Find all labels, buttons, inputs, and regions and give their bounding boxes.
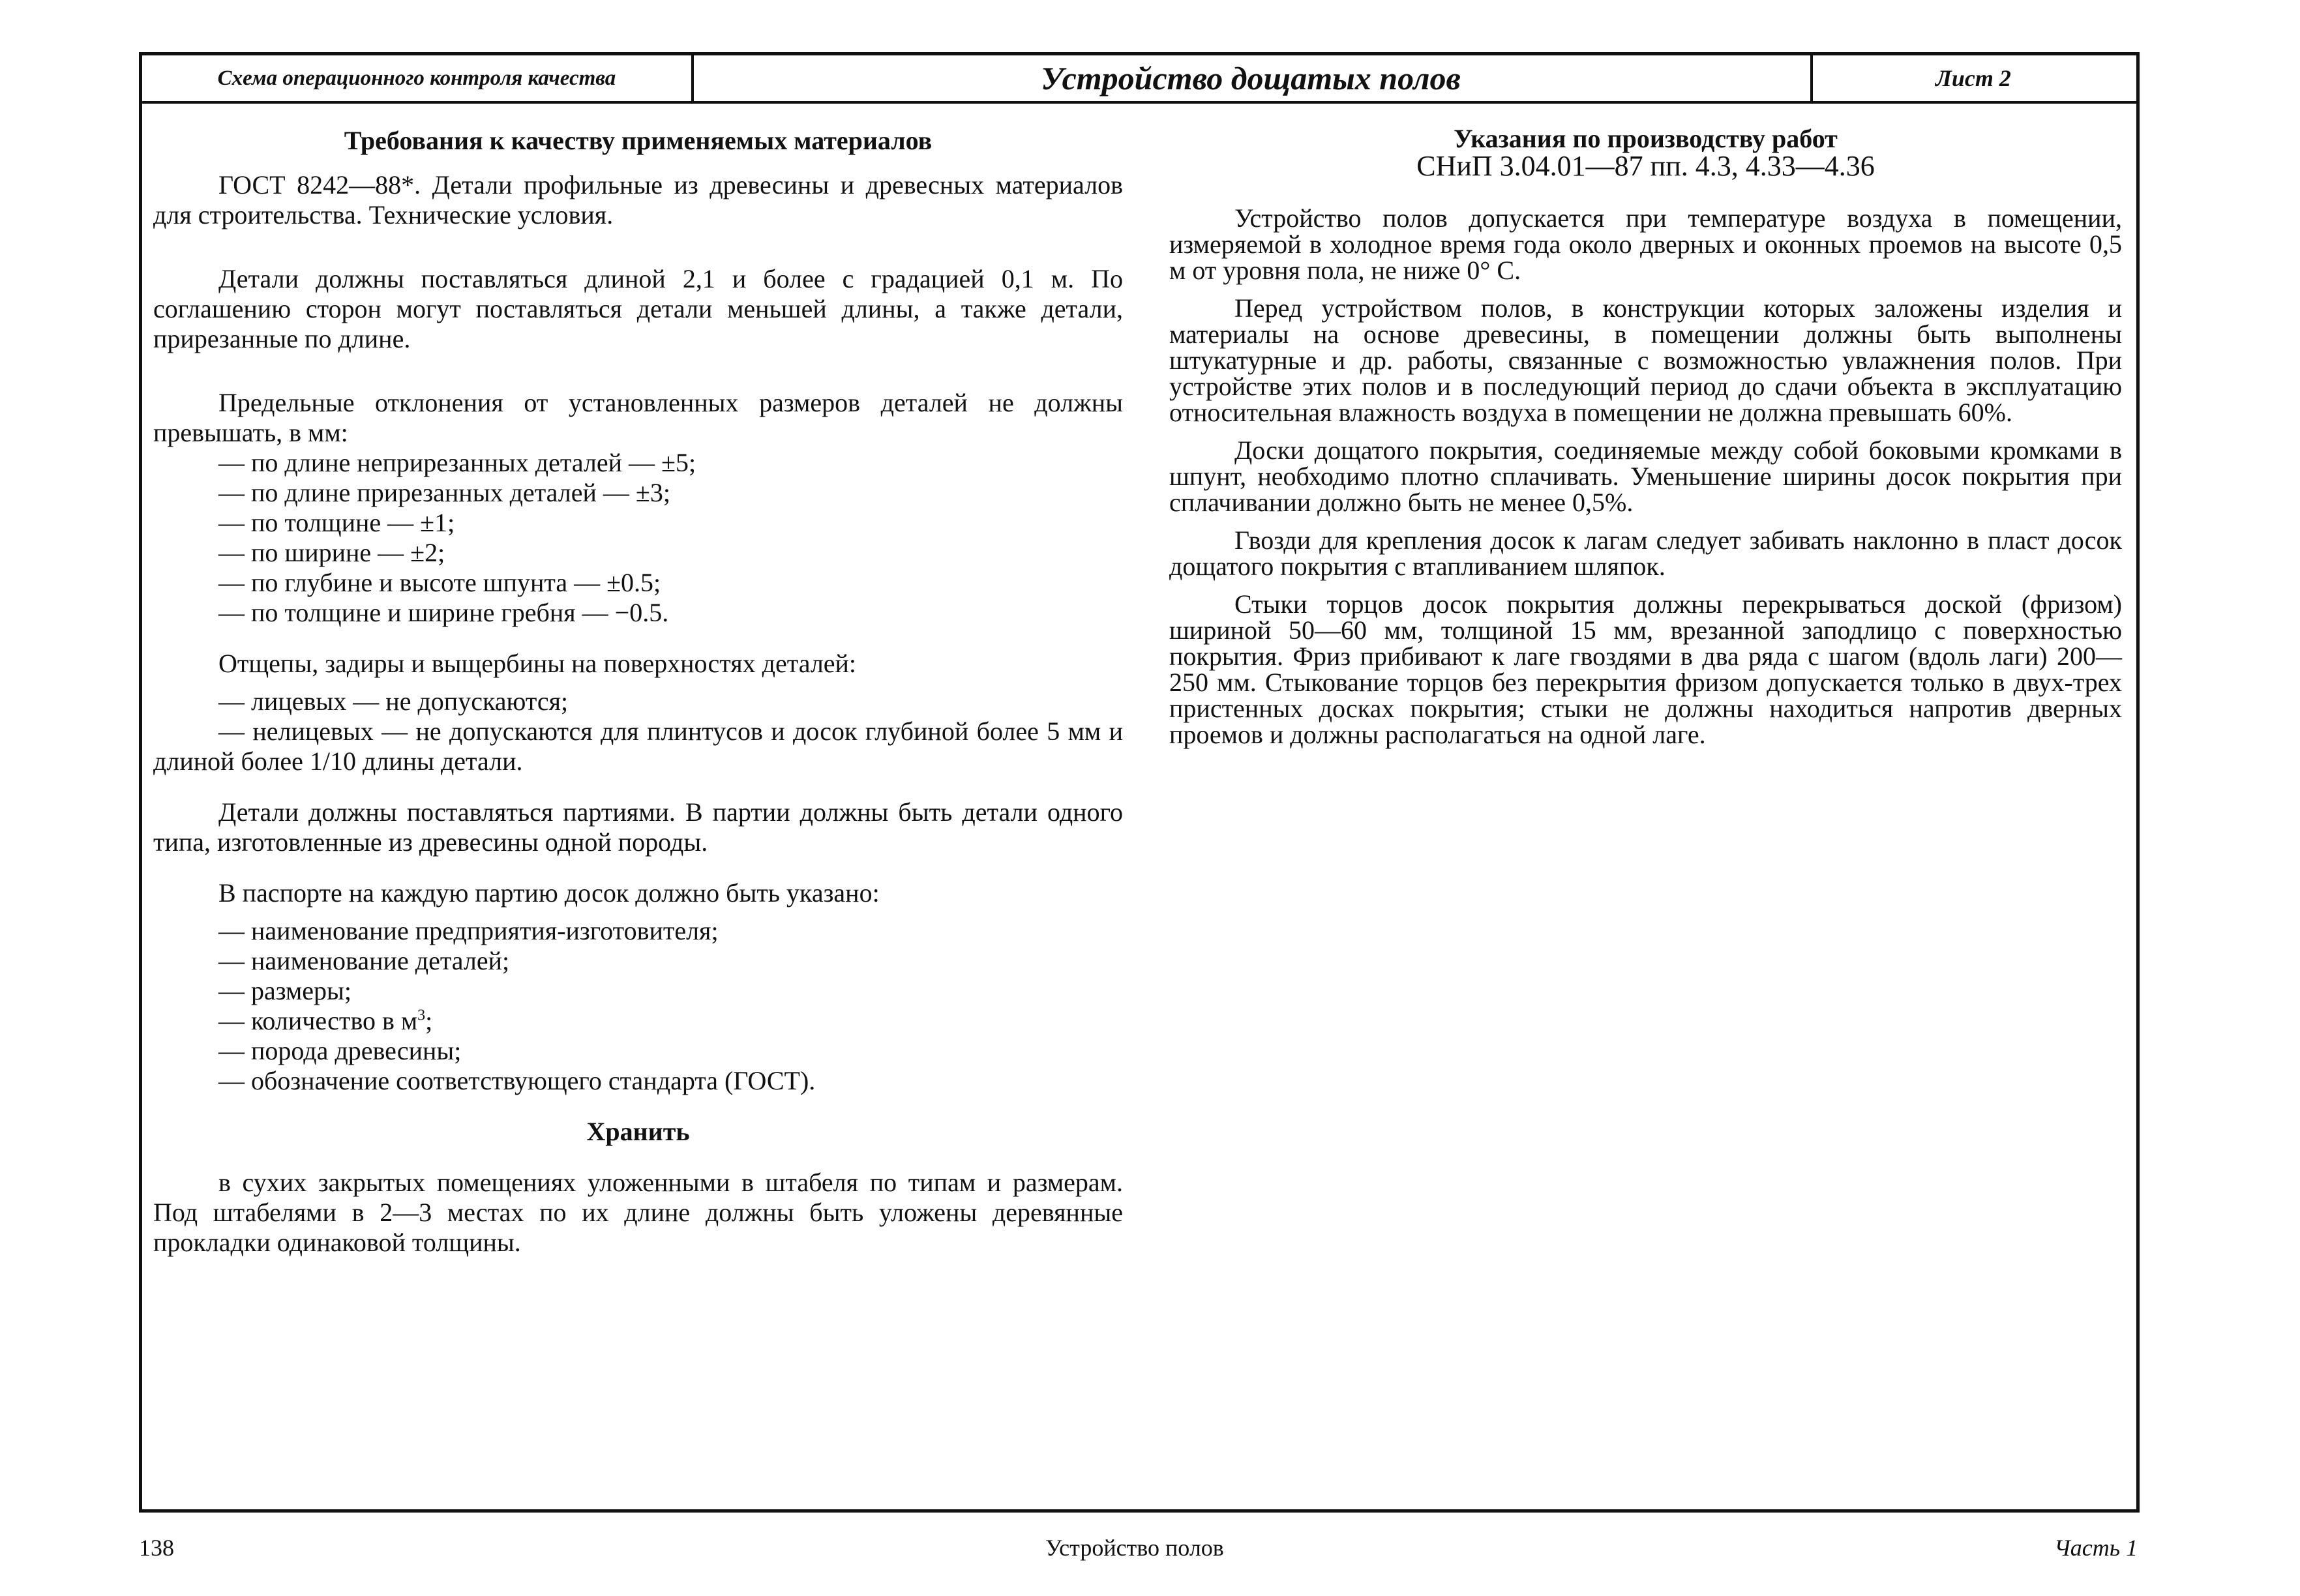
list-item: — по длине неприрезанных деталей — ±5; (218, 448, 696, 477)
list-item: — нелицевых — не допускаются для плинтусов и досок глубиной более 5 мм и длиной более 1/10 длины детали. (153, 717, 1123, 776)
gost-paragraph: ГОСТ 8242—88*. Детали профильные из древесины и древесных материалов для строительства. Технические условия. (153, 170, 1123, 229)
works-heading: Указания по производству работ (1454, 124, 1838, 153)
deviations-intro: Предельные отклонения от установленных размеров деталей не должны превышать, в мм: (153, 388, 1123, 447)
storage-paragraph: в сухих закрытых помещениях уложенными в штабеля по типам и размерам. Под штабелями в 2—3 местах по их длине должны быть уложены деревянные прокладки одинаковой толщины. (153, 1168, 1123, 1257)
snip-reference: СНиП 3.04.01—87 пп. 4.3, 4.33—4.36 (1416, 150, 1875, 182)
batches-paragraph: Детали должны поставляться партиями. В партии должны быть детали одного типа, изготовленные из древесины одной породы. (153, 797, 1123, 857)
storage-heading: Хранить (586, 1117, 690, 1146)
footer-part: Часть 1 (2054, 1535, 2138, 1561)
list-item: — размеры; (218, 976, 352, 1005)
header-table (142, 55, 2136, 104)
page-number: 138 (139, 1535, 174, 1561)
list-item: — по ширине — ±2; (218, 538, 445, 567)
cubic-superscript: 3 (417, 1007, 426, 1024)
list-item: — наименование деталей; (218, 946, 510, 975)
left-column (153, 126, 1123, 1258)
page-frame (139, 52, 2140, 1513)
passport-volume-text: — количество в м (218, 1006, 418, 1035)
footer-title: Устройство полов (1045, 1535, 1224, 1561)
works-paragraph: Стыки торцов досок покрытия должны перекрываться доской (фризом) шириной 50—60 мм, толщиной 15 мм, врезанной заподлицо с поверхностью покрытия. Фриз прибивают к лаге гвоздями в два ряда с шагом (вдоль лаги) 200—250 мм. Стыкование торцов без перекрытия фризом допускается только в двух-трех пристенных досках покрытия; стыки не должны находиться напротив дверных проемов и должны располагаться на одной лаге. (1169, 589, 2122, 749)
list-item: — наименование предприятия-изготовителя; (218, 916, 719, 945)
works-paragraph: Доски дощатого покрытия, соединяемые между собой боковыми кромками в шпунт, необходимо плотно сплачивать. Уменьшение ширины досок покрытия при сплачивании должно быть не менее 0,5%. (1169, 436, 2122, 517)
list-item: — по толщине — ±1; (218, 508, 455, 537)
list-item: — порода древесины; (218, 1036, 462, 1065)
header-title: Устройство дощатых полов (691, 55, 1813, 101)
defects-intro: Отщепы, задиры и выщербины на поверхностях деталей: (218, 649, 857, 678)
list-item: — лицевых — не допускаются; (218, 687, 569, 716)
works-paragraph: Устройство полов допускается при температуре воздуха в помещении, измеряемой в холодное время года около дверных и оконных проемов на высоте 0,5 м от уровня пола, не ниже 0° С. (1169, 203, 2122, 285)
list-item (153, 1006, 1123, 1036)
list-item: — по толщине и ширине гребня — −0.5. (218, 598, 669, 627)
header-sheet-number: Лист 2 (1935, 65, 2011, 91)
works-paragraph: Перед устройством полов, в конструкции которых заложены изделия и материалы на основе древесины, в помещении должны быть выполнены штукатурные и др. работы, связанные с возможностью увлажнения полов. При устройстве этих полов и в последующий период до сдачи объекта в эксплуатацию относительная влажность воздуха в помещении не должна превышать 60%. (1169, 293, 2122, 427)
passport-intro: В паспорте на каждую партию досок должно быть указано: (218, 878, 880, 908)
header-scheme-label: Схема операционного контроля качества (142, 55, 694, 101)
passport-volume-end: ; (425, 1006, 433, 1035)
works-paragraph: Гвозди для крепления досок к лагам следует забивать наклонно в пласт досок дощатого покрытия с втапливанием шляпок. (1169, 525, 2122, 581)
list-item: — по длине прирезанных деталей — ±3; (218, 478, 670, 507)
right-column (1169, 126, 2122, 748)
list-item: — обозначение соответствующего стандарта (ГОСТ). (218, 1066, 816, 1095)
length-paragraph: Детали должны поставляться длиной 2,1 и более с градацией 0,1 м. По соглашению сторон могут поставляться детали меньшей длины, а также детали, прирезанные по длине. (153, 264, 1123, 353)
materials-heading: Требования к качеству применяемых материалов (344, 126, 933, 155)
list-item: — по глубине и высоте шпунта — ±0.5; (218, 568, 661, 597)
